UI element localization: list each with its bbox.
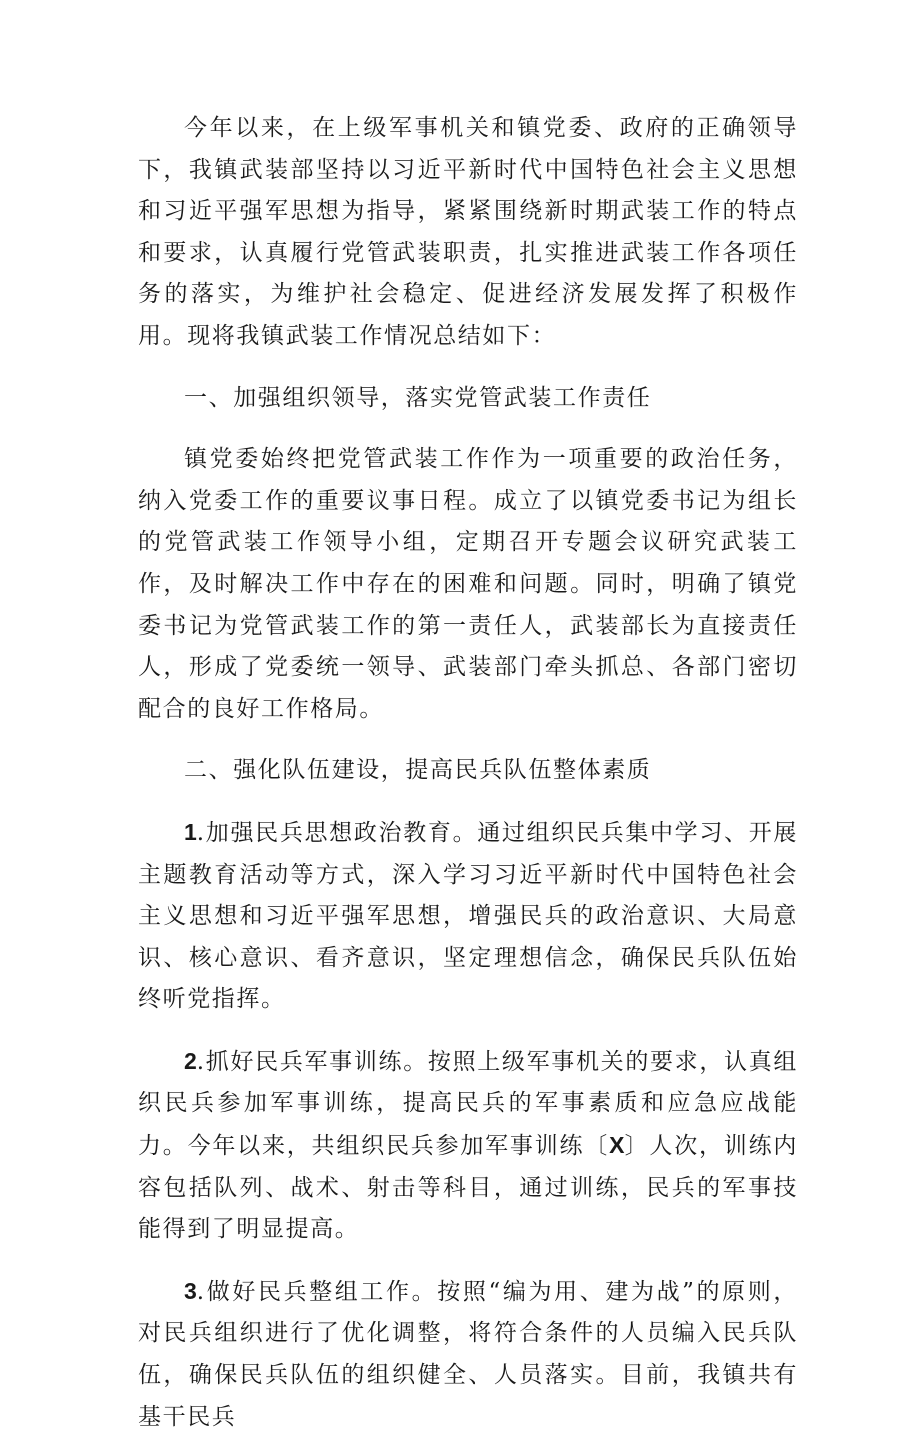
intro-paragraph: 今年以来，在上级军事机关和镇党委、政府的正确领导下，我镇武装部坚持以习近平新时代中国特色社会主义思想和习近平强军思想为指导，紧紧围绕新时期武装工作的特点和要求，认真履行党管武装职责，扎实推进武装工作各项任务的落实，为维护社会稳定、促进经济发展发挥了积极作用。现将我镇武装工作情况总结如下： xyxy=(138,115,798,349)
list-item-1-text: .加强民兵思想政治教育。通过组织民兵集中学习、开展主题教育活动等方式，深入学习习近平新时代中国特色社会主义思想和习近平强军思想，增强民兵的政治意识、大局意识、核心意识、看齐意识，坚定理想信念，确保民兵队伍始终听党指挥。 xyxy=(138,819,798,1013)
list-item-1 xyxy=(138,812,798,1021)
list-item-2-text-before: .抓好民兵军事训练。按照上级军事机关的要求，认真组织民兵参加军事训练，提高民兵的军事素质和应急应战能力。今年以来，共组织民兵参加军事训练〔 xyxy=(138,1048,798,1160)
list-item-2-placeholder: X xyxy=(609,1132,625,1159)
list-item-3 xyxy=(138,1271,798,1438)
list-item-2 xyxy=(138,1041,798,1251)
list-item-3-text: .做好民兵整组工作。按照“编为用、建为战”的原则，对民兵组织进行了优化调整，将符合条件的人员编入民兵队伍，确保民兵队伍的组织健全、人员落实。目前，我镇共有基干民兵 xyxy=(138,1278,798,1430)
list-item-2-text-after: 〕人次，训练内容包括队列、战术、射击等科目，通过训练，民兵的军事技能得到了明显提高。 xyxy=(138,1133,798,1243)
list-item-3-number: 3 xyxy=(184,1277,197,1304)
list-item-1-number: 1 xyxy=(184,818,197,845)
document-body xyxy=(138,108,798,1438)
section-1-paragraph: 镇党委始终把党管武装工作作为一项重要的政治任务，纳入党委工作的重要议事日程。成立了以镇党委书记为组长的党管武装工作领导小组，定期召开专题会议研究武装工作，及时解决工作中存在的困难和问题。同时，明确了镇党委书记为党管武装工作的第一责任人，武装部长为直接责任人，形成了党委统一领导、武装部门牵头抓总、各部门密切配合的良好工作格局。 xyxy=(138,446,798,722)
list-item-2-number: 2 xyxy=(184,1047,197,1074)
section-1-heading: 一、加强组织领导，落实党管武装工作责任 xyxy=(184,384,652,411)
section-2-heading: 二、强化队伍建设，提高民兵队伍整体素质 xyxy=(184,757,652,784)
